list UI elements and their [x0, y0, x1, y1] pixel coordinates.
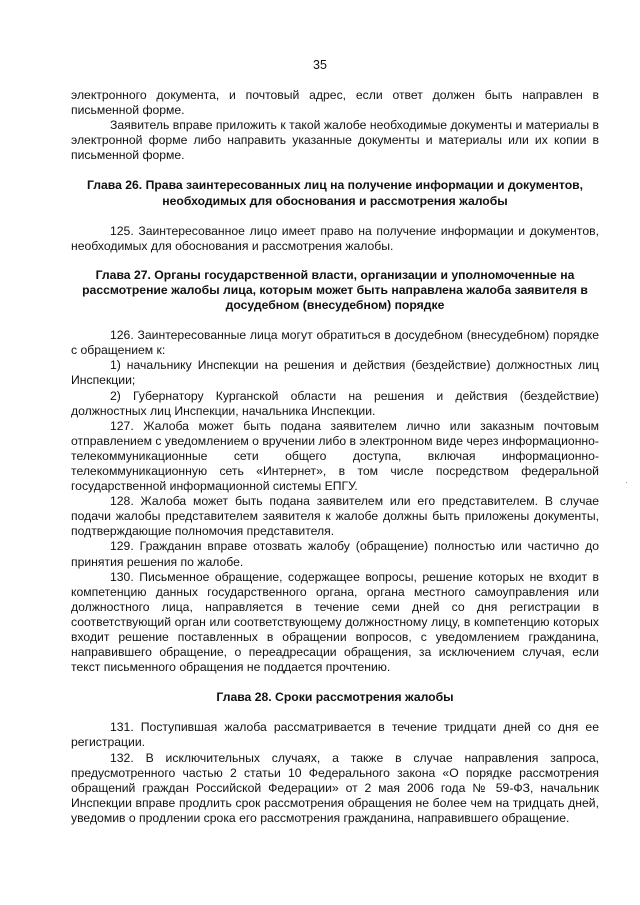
paragraph-126: 126. Заинтересованные лица могут обратиться в досудебном (внесудебном) порядке с обращением к:: [71, 328, 599, 358]
chapter-27-heading: Глава 27. Органы государственной власти, организации и уполномоченные на рассмотрение жалобы лица, которым может быть направлена жалоба заявителя в досудебном (внесудебном) порядке: [82, 267, 588, 313]
paragraph-127: 127. Жалоба может быть подана заявителем лично или заказным почтовым отправлением с уведомлением о вручении либо в электронном виде через информационно-телекоммуникационные сети общего доступа, включая информационно-телекоммуникационную сеть «Интернет», в том числе посредством федеральной государственной информационной системы ЕПГУ.: [71, 418, 599, 494]
paragraph-128: 128. Жалоба может быть подана заявителем или его представителем. В случае подачи жалобы представителем заявителя к жалобе должны быть приложены документы, подтверждающие полномочия представителя.: [71, 494, 599, 539]
paragraph-132: 132. В исключительных случаях, а также в случае направления запроса, предусмотренного частью 2 статьи 10 Федерального закона «О порядке рассмотрения обращений граждан Российской Федерации» от 2 мая 2006 года № 59-ФЗ, начальник Инспекции вправе продлить срок рассмотрения обращения не более чем на тридцать дней, уведомив о продлении срока его рассмотрения гражданина, направившего обращение.: [71, 750, 599, 825]
chapter-26-heading: Глава 26. Права заинтересованных лиц на получение информации и документов, необходимых для обоснования и рассмотрения жалобы: [86, 178, 584, 208]
paragraph-131: 131. Поступившая жалоба рассматривается в течение тридцати дней со дня ее регистрации.: [71, 720, 599, 750]
chapter-28-heading: Глава 28. Сроки рассмотрения жалобы: [216, 690, 454, 705]
paragraph-125: 125. Заинтересованное лицо имеет право на получение информации и документов, необходимых для обоснования и рассмотрения жалобы.: [71, 223, 599, 253]
paragraph-continuation: электронного документа, и почтовый адрес, если ответ должен быть направлен в письменной форме.: [71, 88, 599, 118]
scan-speck: [626, 482, 627, 483]
list-item-2: 2) Губернатору Курганской области на решения и действия (бездействие) должностных лиц Инспекции, начальника Инспекции.: [71, 388, 599, 418]
paragraph-130: 130. Письменное обращение, содержащее вопросы, решение которых не входит в компетенцию данных государственного органа, органа местного самоуправления или должностного лица, направляется в течение семи дней со дня регистрации в соответствующий орган или соответствующему должностному лицу, в компетенцию которых входит решение поставленных в обращении вопросов, с уведомлением гражданина, направившего обращение, о переадресации обращения, за исключением случая, если текст письменного обращения не поддается прочтению.: [71, 569, 599, 675]
paragraph-129: 129. Гражданин вправе отозвать жалобу (обращение) полностью или частично до принятия решения по жалобе.: [71, 539, 599, 569]
page-content: [71, 88, 599, 826]
list-item-1: 1) начальнику Инспекции на решения и действия (бездействие) должностных лиц Инспекции;: [71, 358, 599, 388]
page-number: 35: [313, 58, 327, 72]
paragraph: Заявитель вправе приложить к такой жалобе необходимые документы и материалы в электронной форме либо направить указанные документы и материалы или их копии в письменной форме.: [71, 118, 599, 163]
